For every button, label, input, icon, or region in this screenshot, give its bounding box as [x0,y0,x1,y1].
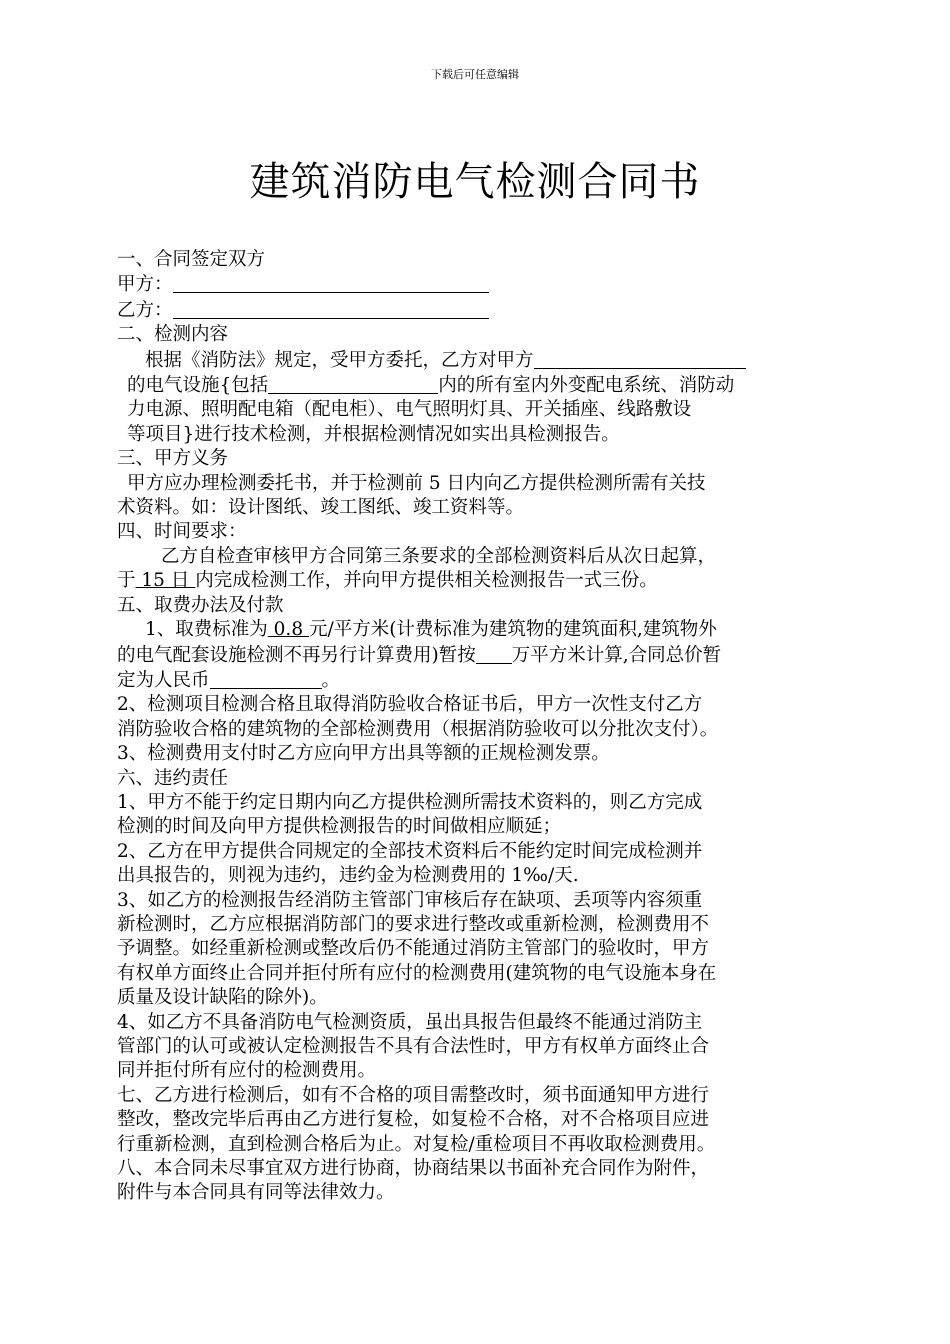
section-6-item-1-line-1: 1、甲方不能于约定日期内向乙方提供检测所需技术资料的，则乙方完成 [117,791,703,813]
section-6-item-3-line-4: 有权单方面终止合同并拒付所有应付的检测费用(建筑物的电气设施本身在 [117,962,717,984]
section-2-text-3: 内的所有室内外变配电系统、消防动 [438,375,735,397]
section-4-heading: 四、时间要求： [117,521,247,543]
section-8-line-1: 八、本合同未尽事宜双方进行协商，协商结果以书面补充合同作为附件， [117,1158,710,1180]
client-blank [534,348,746,369]
section-6-item-3-line-5: 质量及设计缺陷的除外)。 [117,987,328,1009]
party-b-line [117,298,841,323]
total-label: 定为人民币 [117,669,210,691]
area-blank [476,643,512,664]
section-5-item-1-line-3 [117,668,841,693]
contract-body [117,248,841,1206]
days-value: 15 日 [135,570,196,592]
section-2-heading: 二、检测内容 [117,324,229,346]
section-6-item-3-line-3: 予调整。如经重新检测或整改后仍不能通过消防主管部门的验收时，甲方 [117,938,710,960]
section-3-line-2: 术资料。如：设计图纸、竣工图纸、竣工资料等。 [117,497,525,519]
area-text-b: 万平方米计算,合同总价暂 [511,644,722,666]
section-5-item-2-line-2: 消防验收合格的建筑物的全部检测费用（根据消防验收可以分批次支付）。 [117,718,719,740]
section-2-line-3: 力电源、照明配电箱（配电柜）、电气照明灯具、开关插座、线路敷设 [127,399,692,421]
party-a-line [117,272,841,297]
section-6-item-1-line-2: 检测的时间及向甲方提供检测报告的时间做相应顺延； [117,816,562,838]
section-5-item-3: 3、检测费用支付时乙方应向甲方出具等额的正规检测发票。 [117,743,610,765]
section-6-item-2-line-1: 2、乙方在甲方提供合同规定的全部技术资料后不能约定时间完成检测并 [117,840,703,862]
section-6-heading: 六、违约责任 [117,767,229,789]
section-2-text-1: 根据《消防法》规定，受甲方委托，乙方对甲方 [145,349,534,371]
section-6-item-3-line-2: 新检测时，乙方应根据消防部门的要求进行整改或重新检测，检测费用不 [117,913,710,935]
section-6-item-3-line-1: 3、如乙方的检测报告经消防主管部门审核后存在缺项、丢项等内容须重 [117,889,703,911]
section-7-line-3: 行重新检测，直到检测合格后为止。对复检/重检项目不再收取检测费用。 [117,1133,716,1155]
scope-blank [268,373,438,394]
party-b-blank [173,298,489,319]
section-4-line-2 [117,569,841,593]
fee-label: 1、取费标准为 [145,619,268,641]
section-4-text-a: 于 [117,570,136,592]
party-a-label: 甲方： [117,274,173,296]
section-6-item-4-line-1: 4、如乙方不具备消防电气检测资质，虽出具报告但最终不能通过消防主 [117,1011,703,1033]
section-4-line-1: 乙方自检查审核甲方合同第三条要求的全部检测资料后从次日起算， [161,545,717,567]
section-5-item-1-line-2 [117,643,841,668]
section-6-item-4-line-3: 同并拒付所有应付的检测费用。 [117,1060,377,1082]
section-5-heading: 五、取费办法及付款 [117,594,284,616]
section-1-heading: 一、合同签定双方 [117,249,266,270]
section-5-item-2-line-1: 2、检测项目检测合格且取得消防验收合格证书后，甲方一次性支付乙方 [117,694,703,716]
party-b-label: 乙方： [117,299,173,321]
header-note: 下载后可任意编辑 [431,68,519,81]
area-text-a: 的电气配套设施检测不再另行计算费用)暂按 [117,644,476,666]
fee-text: 元/平方米(计费标准为建筑物的建筑面积,建筑物外 [308,619,717,641]
total-blank [210,668,322,689]
section-2-line-2 [117,373,841,398]
document-title: 建筑消防电气检测合同书 [249,159,701,205]
section-6-item-4-line-2: 管部门的认可或被认定检测报告不具有合法性时，甲方有权单方面终止合 [117,1036,710,1057]
party-a-blank [173,272,489,293]
total-end: 。 [321,669,341,691]
section-5-item-1-line-1 [117,618,841,642]
section-2-line-1 [117,348,841,373]
section-6-item-2-line-2: 出具报告的，则视为违约，违约金为检测费用的 1‰/天. [117,865,579,887]
section-4-text-c: 内完成检测工作，并向甲方提供相关检测报告一式三份。 [195,570,658,592]
section-2-text-2: 的电气设施{包括 [127,375,269,397]
section-7-line-2: 整改，整改完毕后再由乙方进行复检，如复检不合格，对不合格项目应进 [117,1109,710,1131]
section-3-line-1: 甲方应办理检测委托书，并于检测前 5 日内向乙方提供检测所需有关技 [127,472,706,494]
section-8-line-2: 附件与本合同具有同等法律效力。 [117,1182,395,1204]
section-2-line-4: 等项目}进行技术检测，并根据检测情况如实出具检测报告。 [127,423,620,445]
section-7-line-1: 七、乙方进行检测后，如有不合格的项目需整改时，须书面通知甲方进行 [117,1084,710,1106]
fee-rate-value: 0.8 [267,619,309,641]
section-3-heading: 三、甲方义务 [117,448,229,470]
